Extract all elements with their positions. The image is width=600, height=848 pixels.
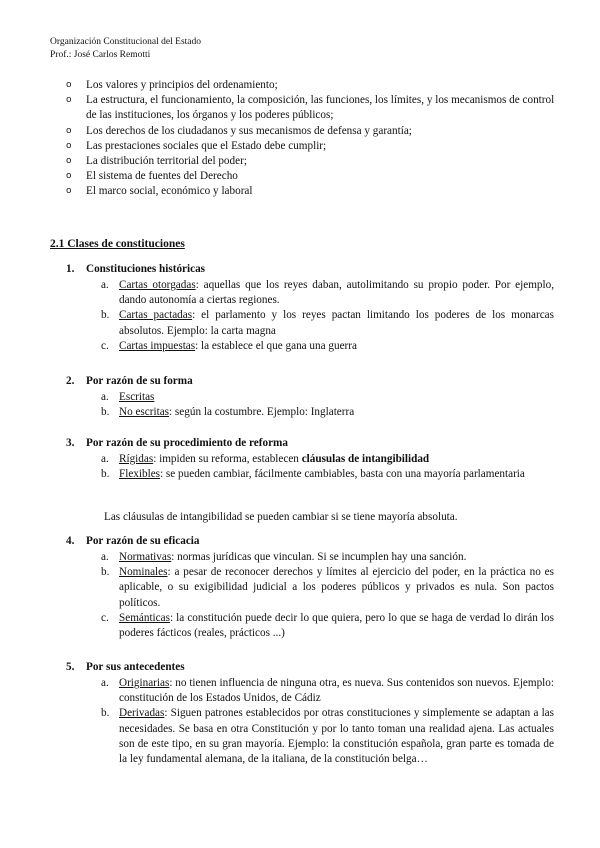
list-item: o Los valores y principios del ordenamiento; [66,78,556,93]
bullet-marker: o [66,171,72,182]
class-heading: 5. Por sus antecedentes [66,661,185,673]
section-title: 2.1 Clases de constituciones [50,238,185,250]
bullet-marker: o [66,80,72,90]
class-heading: 3. Por razón de su procedimiento de reforma [66,437,288,449]
professor-name: Prof.: José Carlos Remotti [50,50,151,60]
class-section-historicas [66,262,554,354]
class-heading: 2. Por razón de su forma [66,375,193,387]
class-item: b. No escritas: según la costumbre. Ejemplo: Inglaterra [101,406,355,419]
class-heading: 1. Constituciones históricas [66,263,206,275]
class-heading: 4. Por razón de su eficacia [66,535,200,547]
list-item: o Los derechos de los ciudadanos y sus mecanismos de defensa y garantía; [66,124,556,139]
class-item: b. Cartas pactadas: el parlamento y los reyes pactan limitando los poderes de los monarcas absolutos. Ejemplo: la carta magna [101,309,554,337]
class-item: a. Cartas otorgadas: aquellas que los reyes daban, autolimitando su propio poder. Por ejemplo, dando autonomía a ciertas regiones. [101,279,554,307]
term: Cartas otorgadas [119,279,196,291]
bullet-marker: o [66,125,72,136]
term: Rígidas [119,453,154,465]
class-section-antecedentes [66,660,554,767]
term: Escritas [119,391,155,403]
class-section-eficacia [66,534,554,641]
class-item: c. Semánticas: la constitución puede decir lo que quiera, pero lo que se haga de verdad lo dirán los poderes fácticos (reales, prácticos ...) [101,611,554,640]
bullet-list [66,78,556,200]
class-section-reforma [66,436,554,482]
term: Semánticas [119,611,170,624]
bullet-marker: o [66,95,72,106]
list-item: o El sistema de fuentes del Derecho [66,169,556,184]
class-item: b. Derivadas: Siguen patrones establecidos por otras constituciones y simplemente se adaptan a las necesidades. Se basa en otra Constitución y por lo tanto toman una realidad ajena. Las actuales son de este tipo, en su gran mayoría. Ejemplo: la constitución española, gran parte es tomada de la ley fundamental alemana, de la italiana, de la constitución belga… [101,707,554,766]
class-item: b. Nominales: a pesar de reconocer derechos y límites al ejercicio del poder, en la práctica no es aplicable, o su exigibilidad judicial a los poderes públicos y privados es nula. Son pactos políticos. [101,566,554,609]
note-paragraph: Las cláusulas de intangibilidad se pueden cambiar si se tiene mayoría absoluta. [104,511,458,523]
term: Cartas impuestas [119,339,196,352]
class-item: a. Normativas: normas jurídicas que vinculan. Si se incumplen hay una sanción. [101,551,467,563]
list-item: o La distribución territorial del poder; [66,154,556,169]
term: Derivadas [119,707,165,720]
bullet-marker: o [66,156,72,167]
class-section-forma [66,374,554,420]
list-item: o El marco social, económico y laboral [66,184,556,199]
bold-term: cláusulas de intangibilidad [301,453,430,465]
term: Originarias [119,677,170,689]
bullet-marker: o [66,140,72,151]
class-item: a. Rígidas: impiden su reforma, establecen cláusulas de intangibilidad [101,453,430,465]
list-item: o La estructura, el funcionamiento, la composición, las funciones, los límites, y los mecanismos de control de las instituciones, los órganos y los poderes públicos; [66,94,555,122]
term: Normativas [119,551,172,563]
term: Nominales [119,566,168,579]
class-item: b. Flexibles: se pueden cambiar, fácilmente cambiables, basta con una mayoría parlamentaria [101,468,525,481]
term: Cartas pactadas [119,309,193,322]
term: Flexibles [119,468,161,481]
class-item: a. Escritas [101,391,155,403]
course-title: Organización Constitucional del Estado [50,37,201,47]
page-header [50,36,201,62]
bullet-marker: o [66,186,72,197]
term: No escritas [119,406,170,419]
class-item: c. Cartas impuestas: la establece el que gana una guerra [101,339,357,352]
class-item: a. Originarias: no tienen influencia de ninguna otra, es nueva. Sus contenidos son nuevos. Ejemplo: constitución de los Estados Unidos, de Cádiz [101,677,554,705]
list-item: o Las prestaciones sociales que el Estado debe cumplir; [66,139,556,154]
